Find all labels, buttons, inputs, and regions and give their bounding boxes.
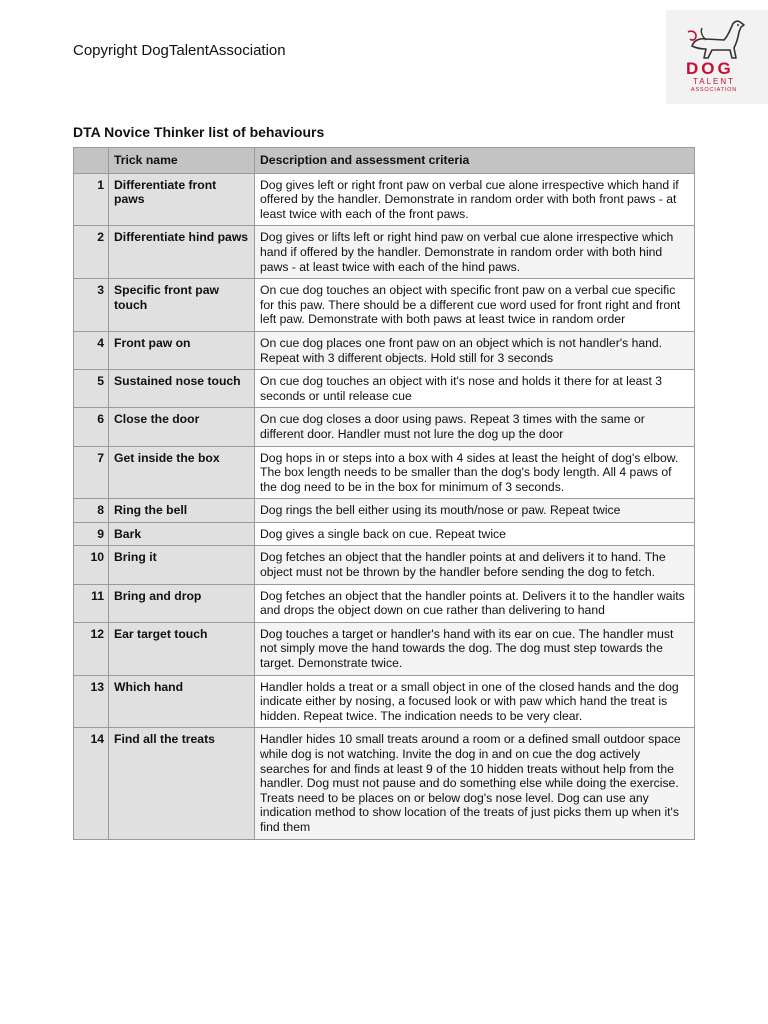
trick-description: On cue dog closes a door using paws. Repeat 3 times with the same or different door. Handler must not lure the dog up the door [255,408,695,446]
trick-description: Dog rings the bell either using its mouth/nose or paw. Repeat twice [255,499,695,523]
copyright-text: Copyright DogTalentAssociation [73,42,286,59]
row-number: 1 [74,173,109,226]
trick-name: Find all the treats [109,728,255,839]
trick-name: Close the door [109,408,255,446]
document-title: DTA Novice Thinker list of behaviours [73,124,325,140]
row-number: 10 [74,546,109,584]
trick-name: Specific front paw touch [109,279,255,332]
column-header-description: Description and assessment criteria [255,148,695,174]
trick-name: Differentiate hind paws [109,226,255,279]
trick-name: Front paw on [109,331,255,369]
table-row [74,446,695,499]
logo-talent-word: TALENT [692,77,736,86]
trick-description: Dog touches a target or handler's hand with its ear on cue. The handler must not simply move the hand towards the dog. The dog must step towards the target. Demonstrate twice. [255,622,695,675]
trick-name: Ring the bell [109,499,255,523]
trick-name: Ear target touch [109,622,255,675]
trick-name: Which hand [109,675,255,728]
table-header-row [74,148,695,174]
table-row [74,370,695,408]
table-row [74,546,695,584]
row-number: 11 [74,584,109,622]
trick-description: Dog gives left or right front paw on verbal cue alone irrespective which hand if offered by the handler. Demonstrate in random order with both front paws - at least twice with each of the front paws. [255,173,695,226]
row-number: 4 [74,331,109,369]
trick-name: Bring and drop [109,584,255,622]
trick-description: Handler hides 10 small treats around a room or a defined small outdoor space while dog is not watching. Invite the dog in and on cue the dog actively searches for and finds at least 9 of the 10 hidden treats without help from the handler. Dog must not pause and do something else while doing the exercise. Treats need to be places on or below dog's nose level. Dog can use any indication method to show location of the treats of just picks them up when it's find them [255,728,695,839]
dta-logo [666,10,768,104]
row-number: 13 [74,675,109,728]
table-row [74,279,695,332]
row-number: 7 [74,446,109,499]
row-number: 8 [74,499,109,523]
row-number: 6 [74,408,109,446]
table-row [74,522,695,546]
table-row [74,675,695,728]
trick-name: Sustained nose touch [109,370,255,408]
trick-description: Dog fetches an object that the handler points at. Delivers it to the handler waits and drops the object down on cue rather than delivering to hand [255,584,695,622]
column-header-number [74,148,109,174]
trick-description: Dog hops in or steps into a box with 4 sides at least the height of dog's elbow. The box length needs to be smaller than the dog's body length. All 4 paws of the dog need to be in the box for minimum of 3 seconds. [255,446,695,499]
trick-description: On cue dog touches an object with it's nose and holds it there for at least 3 seconds or until release cue [255,370,695,408]
row-number: 2 [74,226,109,279]
logo-dog-word: DOG [686,59,734,78]
trick-name: Bring it [109,546,255,584]
trick-name: Bark [109,522,255,546]
row-number: 5 [74,370,109,408]
table-row [74,499,695,523]
table-row [74,226,695,279]
table-row [74,584,695,622]
trick-description: On cue dog touches an object with specific front paw on a verbal cue specific for this paw. There should be a different cue word used for front right and front left paw. Demonstrate with both paws at least twice in random order [255,279,695,332]
row-number: 9 [74,522,109,546]
dog-silhouette-icon [684,16,750,62]
trick-description: Dog fetches an object that the handler points at and delivers it to hand. The object must not be thrown by the handler before sending the dog to fetch. [255,546,695,584]
table-row [74,728,695,839]
row-number: 12 [74,622,109,675]
table-row [74,622,695,675]
row-number: 14 [74,728,109,839]
trick-description: On cue dog places one front paw on an object which is not handler's hand. Repeat with 3 different objects. Hold still for 3 seconds [255,331,695,369]
trick-description: Handler holds a treat or a small object in one of the closed hands and the dog indicate either by nosing, a focused look or with paw which hand the treat is hidden. Repeat twice. The indication needs to be very clear. [255,675,695,728]
trick-description: Dog gives or lifts left or right hind paw on verbal cue alone irrespective which hand if offered by the handler. Demonstrate in random order with both hind paws - at least twice with each of the hind paws. [255,226,695,279]
table-row [74,408,695,446]
row-number: 3 [74,279,109,332]
trick-name: Get inside the box [109,446,255,499]
table-row [74,331,695,369]
column-header-trick-name: Trick name [109,148,255,174]
trick-description: Dog gives a single back on cue. Repeat twice [255,522,695,546]
behaviours-table [73,147,695,840]
logo-association-word: ASSOCIATION [691,87,737,93]
table-row [74,173,695,226]
trick-name: Differentiate front paws [109,173,255,226]
